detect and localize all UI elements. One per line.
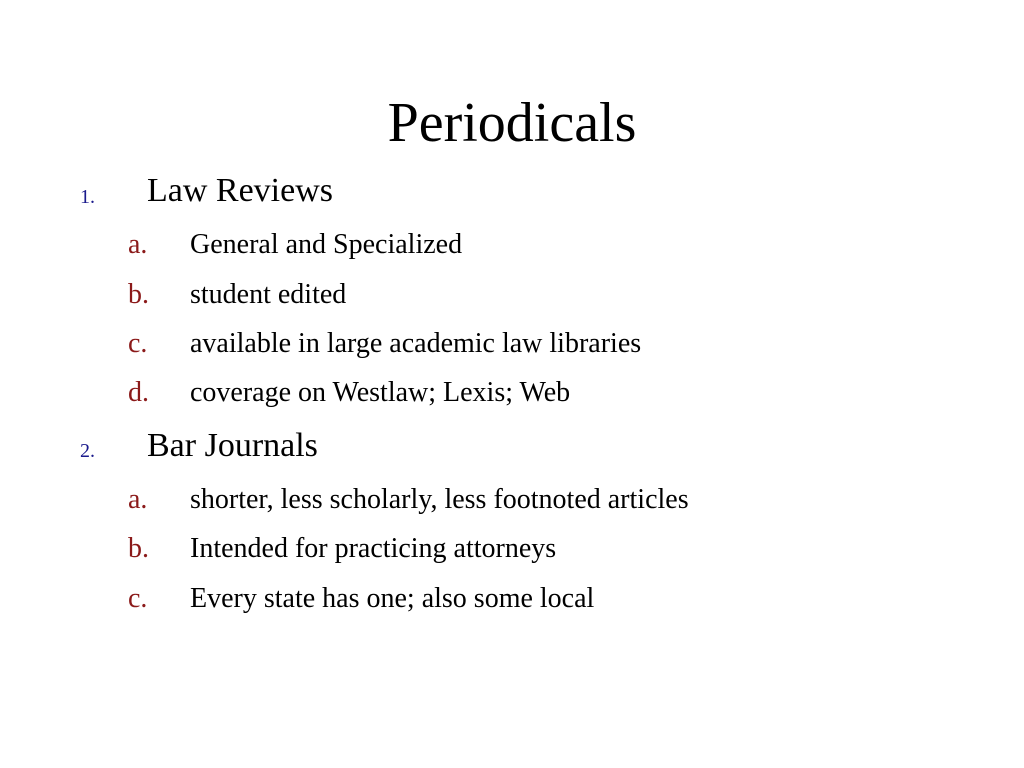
section-heading: Bar Journals	[147, 427, 318, 464]
list-item: General and Specialized	[190, 229, 463, 260]
list-item: coverage on Westlaw; Lexis; Web	[190, 377, 571, 408]
section-heading: Law Reviews	[147, 172, 334, 209]
item-letter: c.	[128, 328, 148, 359]
slide-title: Periodicals	[387, 92, 637, 154]
list-item: student edited	[190, 279, 347, 310]
list-item: shorter, less scholarly, less footnoted articles	[190, 484, 689, 515]
list-item: available in large academic law libraries	[190, 328, 642, 359]
section-number: 1.	[80, 186, 95, 208]
section-number: 2.	[80, 440, 95, 462]
list-item: Every state has one; also some local	[190, 583, 595, 614]
item-letter: b.	[128, 279, 149, 310]
list-item: Intended for practicing attorneys	[190, 533, 557, 564]
item-letter: c.	[128, 583, 148, 614]
item-letter: b.	[128, 533, 149, 564]
item-letter: a.	[128, 484, 148, 515]
item-letter: d.	[128, 377, 149, 408]
item-letter: a.	[128, 229, 148, 260]
